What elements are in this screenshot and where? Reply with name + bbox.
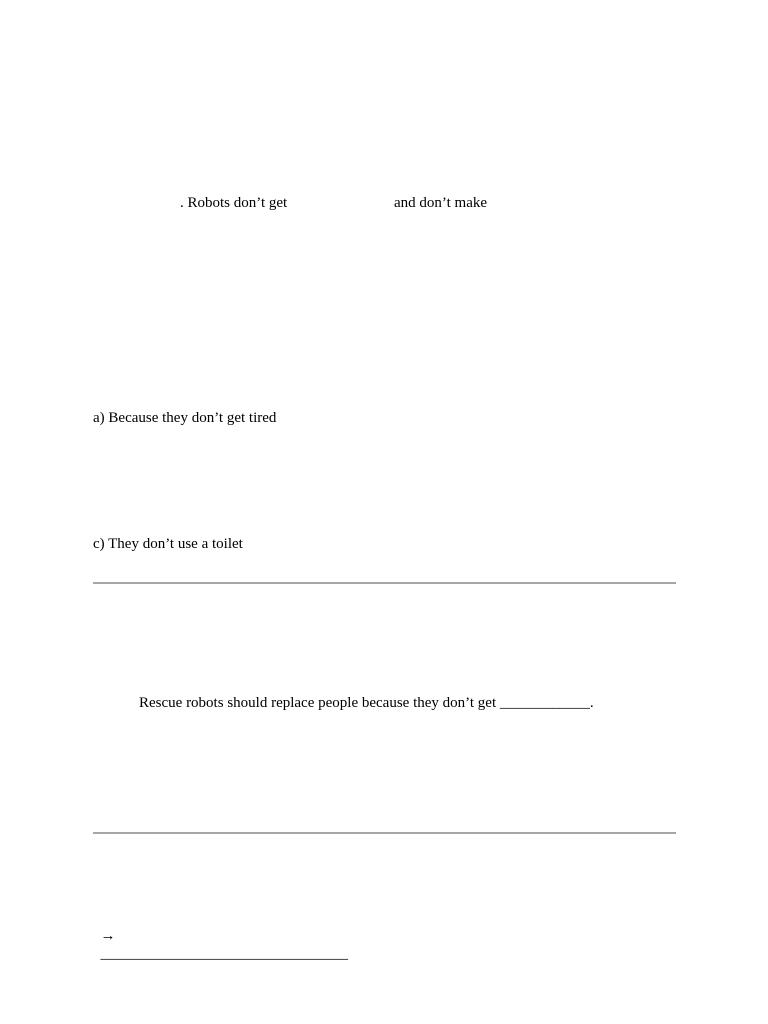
option-c: c) They don’t use a toilet xyxy=(93,536,243,552)
section-divider-bottom xyxy=(93,832,676,834)
answer-blank: _________________________________ xyxy=(100,946,348,962)
fill-in-sentence: Rescue robots should replace people because they don’t get ____________. xyxy=(139,695,594,711)
arrow-icon: → xyxy=(100,928,116,944)
section-divider-top xyxy=(93,582,676,584)
answer-line-row xyxy=(93,909,348,963)
sentence-part-1: . Robots don’t get xyxy=(180,195,288,211)
option-a: a) Because they don’t get tired xyxy=(93,410,277,426)
sentence-part-2: and don’t make xyxy=(394,195,488,211)
